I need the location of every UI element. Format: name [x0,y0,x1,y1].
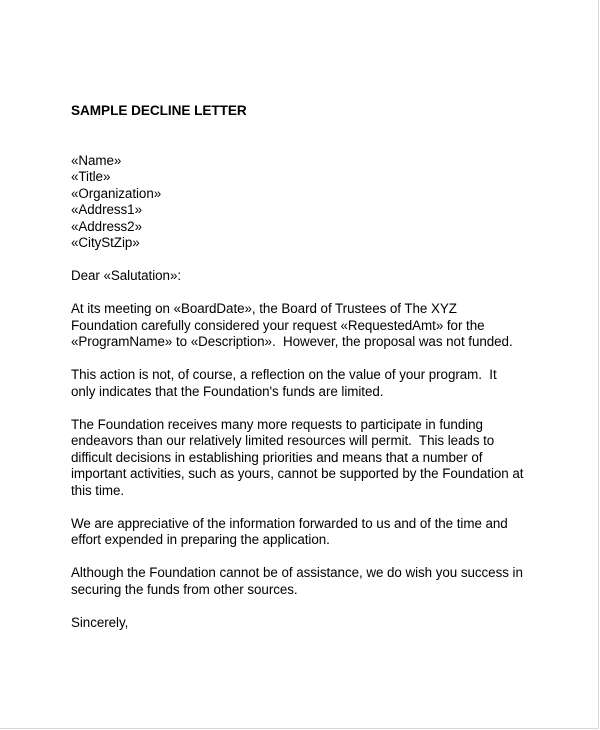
paragraph-line: Foundation carefully considered your request «RequestedAmt» for the [71,317,485,333]
paragraph-success [71,565,551,598]
letter-title: SAMPLE DECLINE LETTER [71,103,247,118]
address-block [71,153,551,252]
paragraph-meeting [71,301,551,351]
paragraph-reflection [71,367,551,400]
paragraph-line: difficult decisions in establishing priorities and means that a number of [71,449,483,465]
paragraph-line: The Foundation receives many more requests to participate in funding [71,416,483,432]
paragraph-line: effort expended in preparing the application. [71,532,330,547]
salutation: Dear «Salutation»: [71,268,182,283]
address-line-1: «Address1» [71,202,142,217]
paragraph-line: This action is not, of course, a reflection on the value of your program. It [71,367,497,382]
address-name: «Name» [71,152,122,168]
paragraph-line: endeavors than our relatively limited resources will permit. This leads to [71,433,495,448]
paragraph-line: Although the Foundation cannot be of assistance, we do wish you success in [71,565,523,580]
address-title: «Title» [71,169,111,184]
paragraph-appreciation [71,516,551,549]
paragraph-line: We are appreciative of the information forwarded to us and of the time and [71,515,508,531]
paragraph-requests [71,417,551,500]
paragraph-line: this time. [71,482,125,498]
paragraph-line: only indicates that the Foundation's funds are limited. [71,383,384,399]
address-city-state-zip: «CityStZip» [71,235,140,250]
address-line-2: «Address2» [71,218,142,234]
paragraph-line: important activities, such as yours, cannot be supported by the Foundation at [71,466,524,481]
paragraph-line: At its meeting on «BoardDate», the Board of Trustees of The XYZ [71,301,457,316]
closing: Sincerely, [71,614,129,630]
address-organization: «Organization» [71,185,162,201]
paragraph-line: «ProgramName» to «Description». However, the proposal was not funded. [71,334,513,349]
letter-body [71,103,551,631]
paragraph-line: securing the funds from other sources. [71,581,298,597]
